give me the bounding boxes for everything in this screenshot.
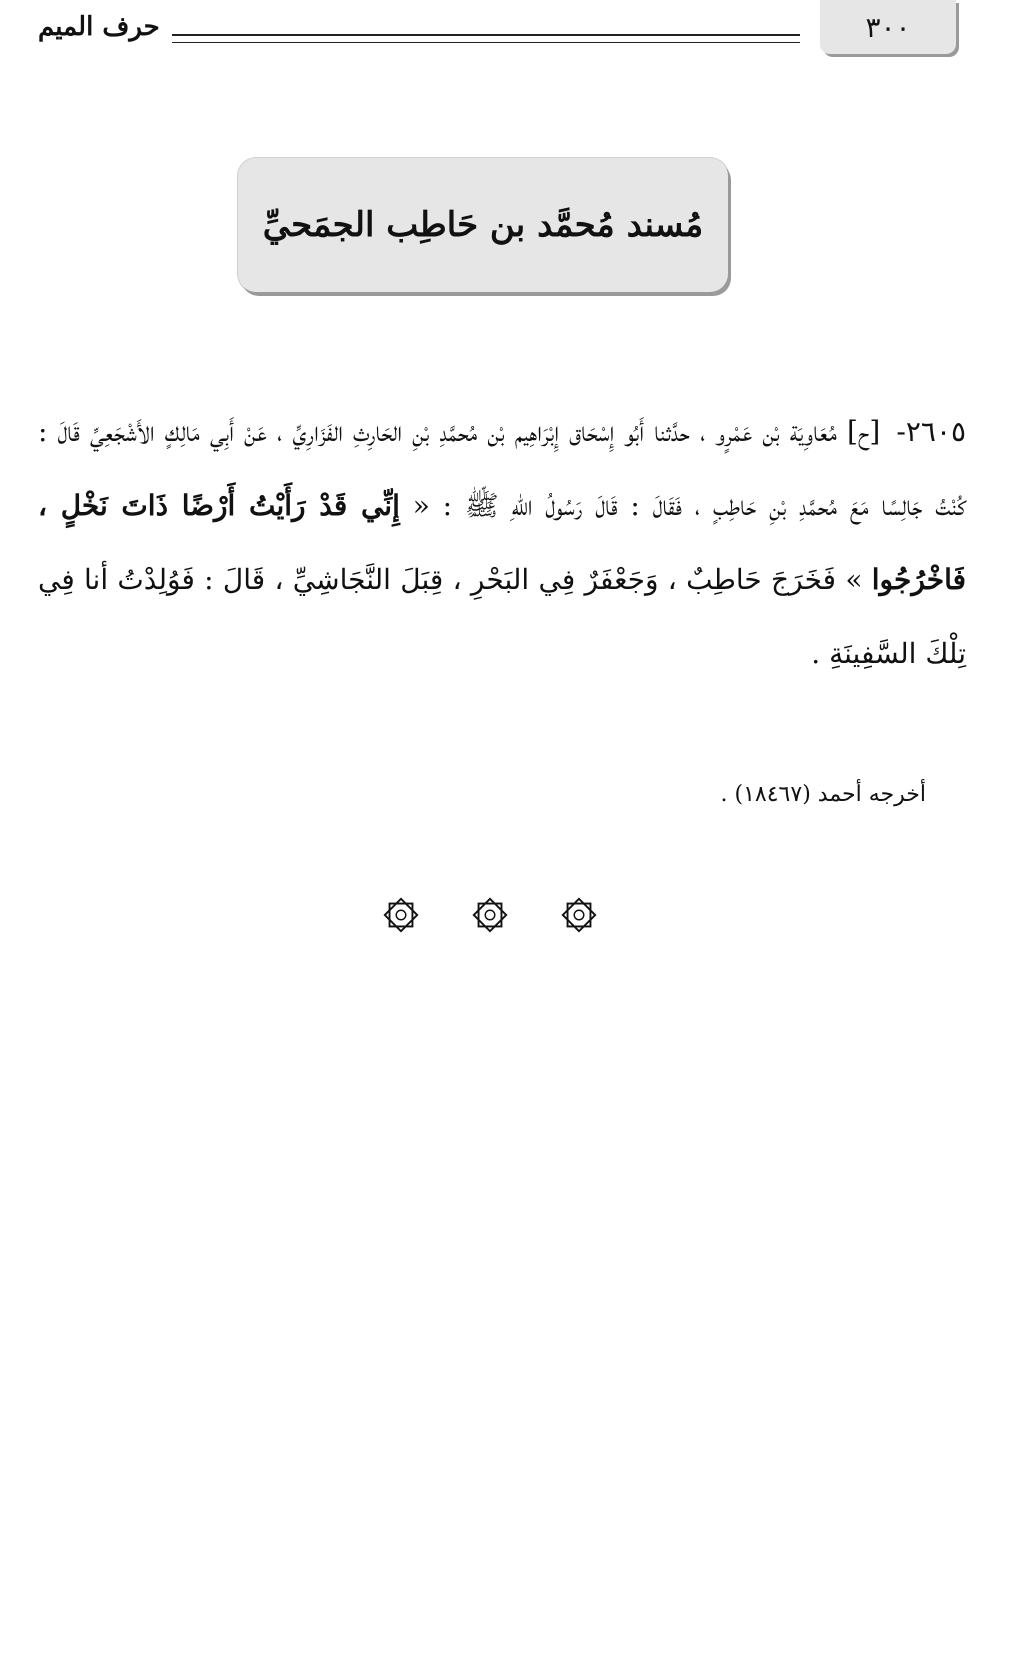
hadith-text [38,395,966,691]
hadith-number: ٢٦٠٥- [896,415,967,448]
hadith-isnad: [ح] مُعَاوِيَة بْن عَمْرٍو ، حدَّثنا أَبُو إِسْحَاق إِبْرَاهِيم بْن مُحمَّدِ بْنِ الحَارِثِ الفَزَارِيِّ ، عَنْ أَبِي مَالِكٍ الأَشْجَعِيِّ قَالَ : كُنْتُ جَالِسًا مَعَ مُحمَّدِ بْنِ حَاطِبٍ ، فَقَالَ : قَالَ رَسُولُ اللهِ ﷺ : « [38,415,966,522]
page-number: ٣٠٠ [865,10,911,44]
hadith-quote: إِنِّي قَدْ رَأَيْتُ أَرْضًا ذَاتَ نَخْلٍ ، فَاخْرُجُوا [38,489,967,596]
footnote-citation: أخرجه أحمد (١٨٤٦٧) . [720,782,926,807]
page-number-tab [820,0,956,54]
section-title-box [238,158,728,292]
running-head: حرف الميم [38,12,160,42]
octagram-star-icon [380,894,422,936]
section-end-ornaments [380,890,600,940]
octagram-star-icon [558,894,600,936]
octagram-star-icon [469,894,511,936]
header-rule [172,34,800,36]
header-rule-thin [172,42,800,43]
section-title: مُسند مُحمَّد بن حَاطِب الجمَحيِّ [262,205,704,245]
hadith-continuation: » فَخَرَجَ حَاطِبٌ ، وَجَعْفَرٌ فِي البَحْرِ ، قِبَلَ النَّجَاشِيِّ ، قَالَ : فَوُلِدْتُ أنا فِي تِلْكَ السَّفِينَةِ . [38,563,966,670]
